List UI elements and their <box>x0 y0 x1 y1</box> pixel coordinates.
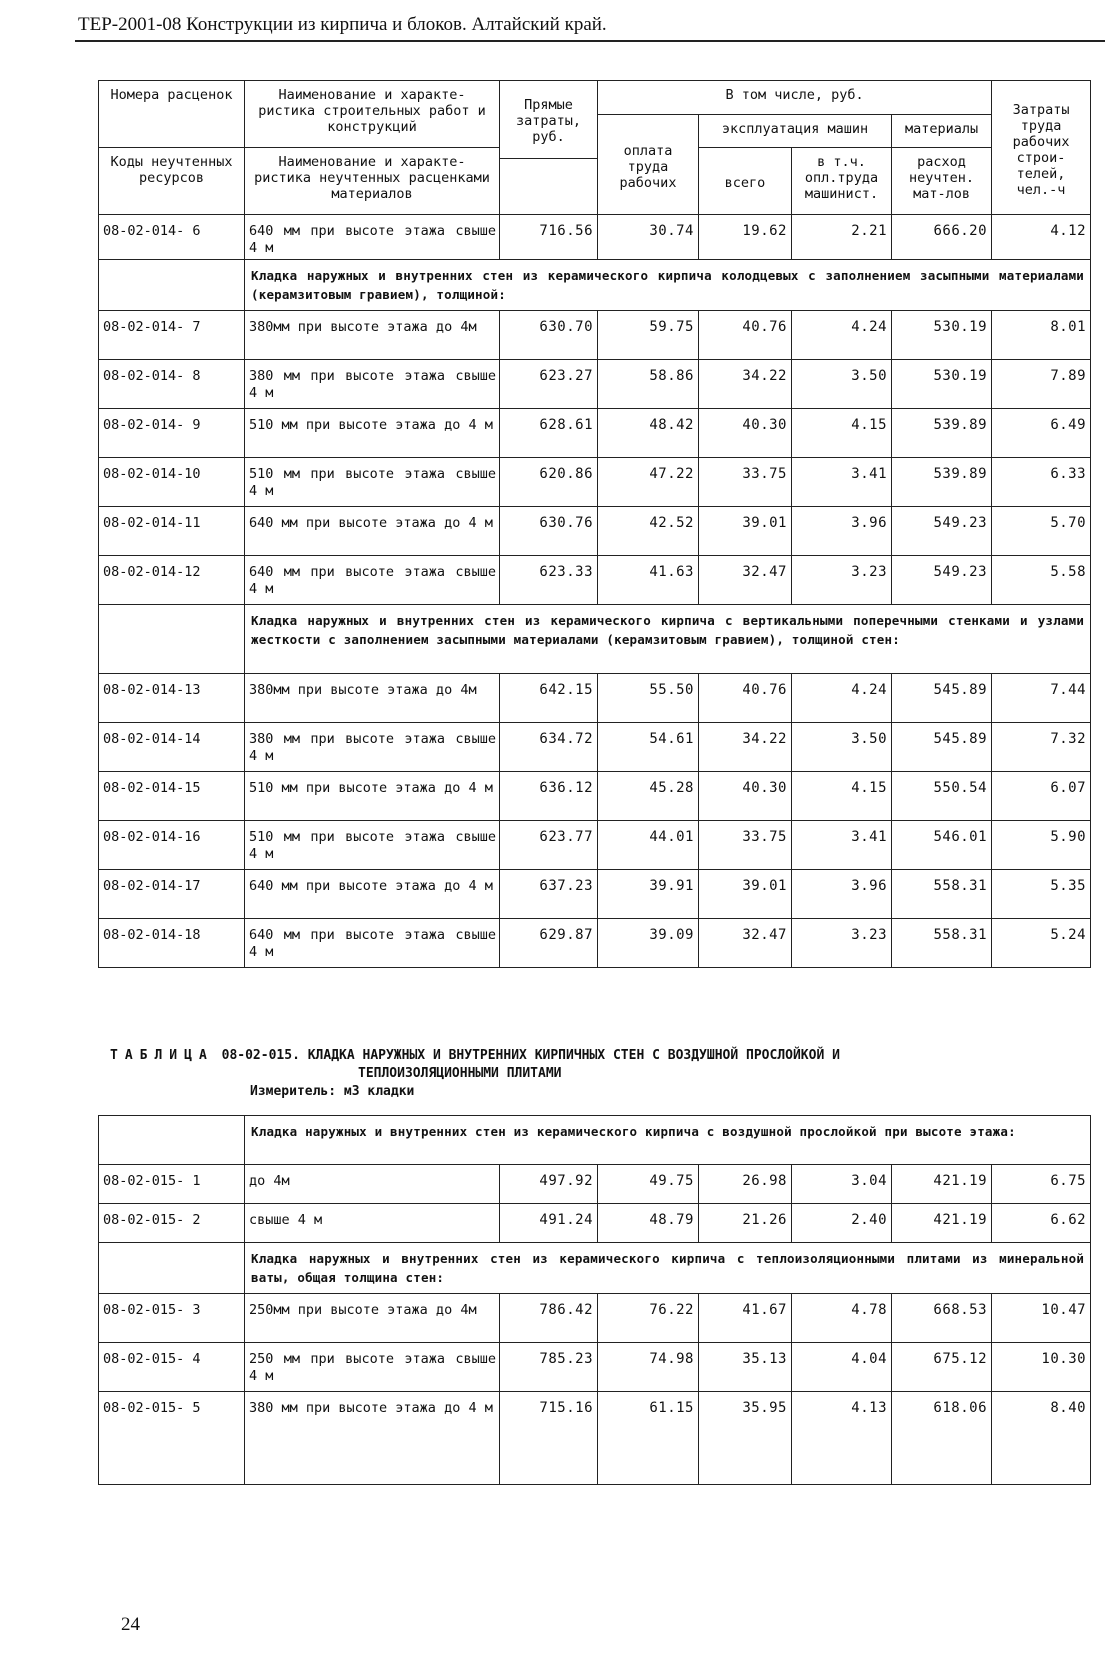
rate-code: 08-02-014-14 <box>99 723 245 772</box>
rate-code: 08-02-014-16 <box>99 821 245 870</box>
rate-materials: 668.53 <box>892 1294 992 1343</box>
rate-code: 08-02-014-17 <box>99 870 245 919</box>
rate-code: 08-02-014- 6 <box>99 215 245 260</box>
rate-code: 08-02-014-15 <box>99 772 245 821</box>
rate-labor: 10.30 <box>992 1343 1091 1392</box>
section-heading: Кладка наружных и внутренних стен из керамического кирпича с теплоизоляционными плитами из минеральной ваты, общая толщина стен: <box>245 1243 1091 1294</box>
rate-labor: 7.44 <box>992 674 1091 723</box>
rate-materials: 675.12 <box>892 1343 992 1392</box>
rate-direct: 630.70 <box>500 311 598 360</box>
rate-name: свыше 4 м <box>245 1204 500 1243</box>
rate-name: 250мм при высоте этажа до 4м <box>245 1294 500 1343</box>
rate-direct: 491.24 <box>500 1204 598 1243</box>
rate-direct: 716.56 <box>500 215 598 260</box>
rate-operator-pay: 4.04 <box>792 1343 892 1392</box>
rate-direct: 634.72 <box>500 723 598 772</box>
rate-code: 08-02-014- 8 <box>99 360 245 409</box>
rate-name: 640 мм при высоте этажа свыше 4 м <box>245 556 500 605</box>
rate-pay: 44.01 <box>598 821 699 870</box>
col-header-direct-costs: Прямые затраты, руб. <box>500 81 598 159</box>
rate-name: 640 мм при высоте этажа свыше 4 м <box>245 215 500 260</box>
rate-name: 510 мм при высоте этажа до 4 м <box>245 772 500 821</box>
rate-direct: 623.33 <box>500 556 598 605</box>
table-row <box>99 919 1091 968</box>
rate-pay: 59.75 <box>598 311 699 360</box>
col-header-material-name: Наименование и характе- ристика неучтенных расценками материалов <box>245 148 500 215</box>
table-row <box>99 1204 1091 1243</box>
rate-machine: 40.30 <box>699 409 792 458</box>
rate-machine: 34.22 <box>699 360 792 409</box>
rate-name: 510 мм при высоте этажа свыше 4 м <box>245 821 500 870</box>
rate-machine: 32.47 <box>699 919 792 968</box>
rate-pay: 39.09 <box>598 919 699 968</box>
rate-materials: 545.89 <box>892 674 992 723</box>
rate-pay: 58.86 <box>598 360 699 409</box>
page-header-title: ТЕР-2001-08 Конструкции из кирпича и блоков. Алтайский край. <box>78 14 607 35</box>
rate-operator-pay: 3.96 <box>792 870 892 919</box>
rate-pay: 41.63 <box>598 556 699 605</box>
table-row <box>99 360 1091 409</box>
table-row <box>99 1294 1091 1343</box>
rate-direct: 715.16 <box>500 1392 598 1485</box>
table-row <box>99 458 1091 507</box>
rate-materials: 558.31 <box>892 870 992 919</box>
rate-pay: 30.74 <box>598 215 699 260</box>
rate-name: 380 мм при высоте этажа свыше 4 м <box>245 723 500 772</box>
table-label: ТАБЛИЦА <box>110 1048 214 1063</box>
rates-table-08-02-014 <box>98 80 1091 968</box>
header-divider <box>75 40 1105 42</box>
rate-code: 08-02-014-13 <box>99 674 245 723</box>
rate-materials: 558.31 <box>892 919 992 968</box>
rate-name: 250 мм при высоте этажа свыше 4 м <box>245 1343 500 1392</box>
rate-labor: 6.49 <box>992 409 1091 458</box>
col-header-worker-pay: оплата труда рабочих <box>598 115 699 215</box>
col-header-materials: материалы <box>892 115 992 148</box>
rate-materials: 546.01 <box>892 821 992 870</box>
rate-materials: 666.20 <box>892 215 992 260</box>
table-row <box>99 507 1091 556</box>
rate-code: 08-02-015- 5 <box>99 1392 245 1485</box>
rate-labor: 7.89 <box>992 360 1091 409</box>
section-row <box>99 1243 1091 1294</box>
rate-machine: 34.22 <box>699 723 792 772</box>
rate-operator-pay: 3.04 <box>792 1165 892 1204</box>
section-spacer <box>99 260 245 311</box>
rate-materials: 550.54 <box>892 772 992 821</box>
rate-direct: 785.23 <box>500 1343 598 1392</box>
rate-direct: 620.86 <box>500 458 598 507</box>
rate-operator-pay: 2.40 <box>792 1204 892 1243</box>
section-spacer <box>99 1116 245 1165</box>
rate-pay: 48.42 <box>598 409 699 458</box>
rate-direct: 623.27 <box>500 360 598 409</box>
rate-materials: 530.19 <box>892 311 992 360</box>
rate-pay: 49.75 <box>598 1165 699 1204</box>
rate-pay: 42.52 <box>598 507 699 556</box>
col-header-labor-costs: Затраты труда рабочих строи- телей, чел.-ч <box>992 81 1091 215</box>
col-header-machine-total: всего <box>699 148 792 215</box>
rate-labor: 5.90 <box>992 821 1091 870</box>
rate-pay: 74.98 <box>598 1343 699 1392</box>
rate-machine: 39.01 <box>699 507 792 556</box>
rate-direct: 636.12 <box>500 772 598 821</box>
page-number: 24 <box>121 1614 140 1635</box>
table-row <box>99 870 1091 919</box>
rate-materials: 421.19 <box>892 1165 992 1204</box>
rate-labor: 5.58 <box>992 556 1091 605</box>
rate-pay: 54.61 <box>598 723 699 772</box>
rate-pay: 47.22 <box>598 458 699 507</box>
section-row <box>99 1116 1091 1165</box>
rate-materials: 545.89 <box>892 723 992 772</box>
rate-labor: 6.07 <box>992 772 1091 821</box>
rate-name: 380мм при высоте этажа до 4м <box>245 674 500 723</box>
rate-operator-pay: 3.41 <box>792 821 892 870</box>
rate-name: 640 мм при высоте этажа до 4 м <box>245 870 500 919</box>
rate-name: 380 мм при высоте этажа до 4 м <box>245 1392 500 1485</box>
table-row <box>99 821 1091 870</box>
rate-code: 08-02-015- 4 <box>99 1343 245 1392</box>
table-row <box>99 723 1091 772</box>
rate-name: 510 мм при высоте этажа свыше 4 м <box>245 458 500 507</box>
rate-machine: 40.76 <box>699 674 792 723</box>
rate-pay: 76.22 <box>598 1294 699 1343</box>
rate-code: 08-02-015- 2 <box>99 1204 245 1243</box>
rate-operator-pay: 4.78 <box>792 1294 892 1343</box>
rate-direct: 642.15 <box>500 674 598 723</box>
rate-pay: 55.50 <box>598 674 699 723</box>
table-row <box>99 311 1091 360</box>
rate-labor: 6.33 <box>992 458 1091 507</box>
rate-machine: 32.47 <box>699 556 792 605</box>
rate-machine: 33.75 <box>699 821 792 870</box>
rate-code: 08-02-014-12 <box>99 556 245 605</box>
rate-machine: 35.95 <box>699 1392 792 1485</box>
section-row <box>99 605 1091 674</box>
rate-materials: 539.89 <box>892 458 992 507</box>
rate-labor: 5.35 <box>992 870 1091 919</box>
rate-name: до 4м <box>245 1165 500 1204</box>
rate-operator-pay: 3.23 <box>792 919 892 968</box>
rate-operator-pay: 3.50 <box>792 723 892 772</box>
rate-code: 08-02-015- 1 <box>99 1165 245 1204</box>
rate-name: 380мм при высоте этажа до 4м <box>245 311 500 360</box>
rate-direct: 630.76 <box>500 507 598 556</box>
section-spacer <box>99 1243 245 1294</box>
col-header-direct-costs-cont <box>500 158 598 214</box>
rate-code: 08-02-015- 3 <box>99 1294 245 1343</box>
rate-materials: 539.89 <box>892 409 992 458</box>
rate-labor: 7.32 <box>992 723 1091 772</box>
rate-operator-pay: 4.13 <box>792 1392 892 1485</box>
rate-machine: 41.67 <box>699 1294 792 1343</box>
rate-pay: 61.15 <box>598 1392 699 1485</box>
col-header-including: В том числе, руб. <box>598 81 992 115</box>
rate-labor: 10.47 <box>992 1294 1091 1343</box>
col-header-machine-operation: эксплуатация машин <box>699 115 892 148</box>
rate-direct: 637.23 <box>500 870 598 919</box>
table-row <box>99 674 1091 723</box>
rate-name: 380 мм при высоте этажа свыше 4 м <box>245 360 500 409</box>
rate-materials: 618.06 <box>892 1392 992 1485</box>
rate-machine: 21.26 <box>699 1204 792 1243</box>
rate-operator-pay: 3.23 <box>792 556 892 605</box>
rate-name: 640 мм при высоте этажа свыше 4 м <box>245 919 500 968</box>
table-caption <box>110 1047 1070 1083</box>
section-heading: Кладка наружных и внутренних стен из керамического кирпича с воздушной прослойкой при высоте этажа: <box>245 1116 1091 1165</box>
table-row <box>99 772 1091 821</box>
rate-code: 08-02-014-18 <box>99 919 245 968</box>
rate-code: 08-02-014-10 <box>99 458 245 507</box>
rate-name: 640 мм при высоте этажа до 4 м <box>245 507 500 556</box>
section-spacer <box>99 605 245 674</box>
rate-labor: 8.40 <box>992 1392 1091 1485</box>
rate-direct: 786.42 <box>500 1294 598 1343</box>
rate-operator-pay: 4.15 <box>792 409 892 458</box>
rate-code: 08-02-014-11 <box>99 507 245 556</box>
rate-machine: 40.76 <box>699 311 792 360</box>
col-header-rates-number: Номера расценок <box>99 81 245 148</box>
section-row <box>99 260 1091 311</box>
rate-materials: 549.23 <box>892 556 992 605</box>
rate-machine: 26.98 <box>699 1165 792 1204</box>
rate-name: 510 мм при высоте этажа до 4 м <box>245 409 500 458</box>
rate-materials: 549.23 <box>892 507 992 556</box>
rate-machine: 35.13 <box>699 1343 792 1392</box>
rate-labor: 8.01 <box>992 311 1091 360</box>
table-title-line2: ТЕПЛОИЗОЛЯЦИОННЫМИ ПЛИТАМИ <box>358 1066 562 1081</box>
rate-operator-pay: 3.50 <box>792 360 892 409</box>
rate-operator-pay: 3.96 <box>792 507 892 556</box>
rate-direct: 628.61 <box>500 409 598 458</box>
rate-code: 08-02-014- 7 <box>99 311 245 360</box>
rate-direct: 623.77 <box>500 821 598 870</box>
rate-labor: 4.12 <box>992 215 1091 260</box>
rate-operator-pay: 2.21 <box>792 215 892 260</box>
section-heading: Кладка наружных и внутренних стен из керамического кирпича с вертикальными поперечными стенками и узлами жесткости с заполнением засыпными материалами (керамзитовым гравием), толщиной стен: <box>245 605 1091 674</box>
rate-machine: 33.75 <box>699 458 792 507</box>
table-row <box>99 215 1091 260</box>
rate-materials: 421.19 <box>892 1204 992 1243</box>
rate-pay: 48.79 <box>598 1204 699 1243</box>
col-header-unaccounted-codes: Коды неучтенных ресурсов <box>99 148 245 215</box>
section-heading: Кладка наружных и внутренних стен из керамического кирпича колодцевых с заполнением засыпными материалами (керамзитовым гравием), толщиной: <box>245 260 1091 311</box>
rate-pay: 39.91 <box>598 870 699 919</box>
rate-materials: 530.19 <box>892 360 992 409</box>
rate-code: 08-02-014- 9 <box>99 409 245 458</box>
rate-machine: 40.30 <box>699 772 792 821</box>
rate-operator-pay: 3.41 <box>792 458 892 507</box>
table-row <box>99 1343 1091 1392</box>
rates-table-08-02-015 <box>98 1115 1091 1485</box>
col-header-work-name: Наименование и характе- ристика строительных работ и конструкций <box>245 81 500 148</box>
rate-machine: 19.62 <box>699 215 792 260</box>
rate-operator-pay: 4.24 <box>792 674 892 723</box>
rate-labor: 5.70 <box>992 507 1091 556</box>
table-row <box>99 1392 1091 1485</box>
rate-direct: 497.92 <box>500 1165 598 1204</box>
rate-direct: 629.87 <box>500 919 598 968</box>
rate-pay: 45.28 <box>598 772 699 821</box>
rate-labor: 6.62 <box>992 1204 1091 1243</box>
measure-unit: Измеритель: м3 кладки <box>250 1084 415 1099</box>
rate-labor: 6.75 <box>992 1165 1091 1204</box>
rate-operator-pay: 4.15 <box>792 772 892 821</box>
rate-labor: 5.24 <box>992 919 1091 968</box>
table-title-line1: 08-02-015. КЛАДКА НАРУЖНЫХ И ВНУТРЕННИХ КИРПИЧНЫХ СТЕН С ВОЗДУШНОЙ ПРОСЛОЙКОЙ И <box>221 1048 840 1063</box>
col-header-machine-operator-pay: в т.ч. опл.труда машинист. <box>792 148 892 215</box>
table-row <box>99 409 1091 458</box>
rate-machine: 39.01 <box>699 870 792 919</box>
col-header-materials-usage: расход неучтен. мат-лов <box>892 148 992 215</box>
table-row <box>99 556 1091 605</box>
table-row <box>99 1165 1091 1204</box>
rate-operator-pay: 4.24 <box>792 311 892 360</box>
